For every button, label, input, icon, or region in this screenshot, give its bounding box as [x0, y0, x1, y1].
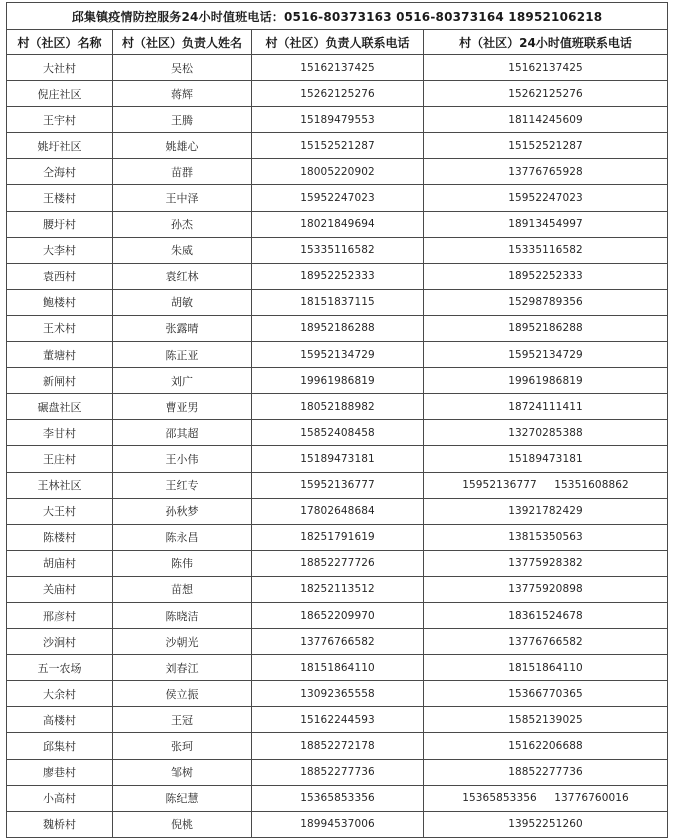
table-row	[7, 707, 668, 733]
table-row	[7, 342, 668, 368]
village-cell: 邱集村	[7, 733, 113, 759]
village-cell: 小高村	[7, 785, 113, 811]
village-cell: 新闸村	[7, 368, 113, 394]
leader-name-cell: 苗想	[113, 576, 252, 602]
hotline-cell: 15335116582	[424, 237, 668, 263]
table-row	[7, 211, 668, 237]
leader-name-cell: 陈晓洁	[113, 602, 252, 628]
leader-name-cell: 吴松	[113, 55, 252, 81]
table-row	[7, 159, 668, 185]
village-cell: 高楼村	[7, 707, 113, 733]
leader-name-cell: 袁红林	[113, 263, 252, 289]
hotline-cell: 18724111411	[424, 394, 668, 420]
table-row	[7, 733, 668, 759]
village-cell: 沙涧村	[7, 629, 113, 655]
leader-phone-cell: 15162137425	[252, 55, 424, 81]
header-row	[7, 30, 668, 55]
hotline-cell: 18952186288	[424, 315, 668, 341]
header-hotline: 村（社区）24小时值班联系电话	[424, 30, 668, 55]
hotline-cell: 15952134729	[424, 342, 668, 368]
leader-phone-cell: 18151864110	[252, 655, 424, 681]
leader-name-cell: 陈纪慧	[113, 785, 252, 811]
hotline-cell: 18361524678	[424, 602, 668, 628]
leader-phone-cell: 18852277726	[252, 550, 424, 576]
village-cell: 姚圩社区	[7, 133, 113, 159]
leader-name-cell: 陈伟	[113, 550, 252, 576]
table-row	[7, 524, 668, 550]
village-cell: 袁西村	[7, 263, 113, 289]
hotline-cell: 13952251260	[424, 811, 668, 837]
leader-phone-cell: 17802648684	[252, 498, 424, 524]
hotline-cell: 15162137425	[424, 55, 668, 81]
table-row	[7, 107, 668, 133]
village-cell: 魏桥村	[7, 811, 113, 837]
leader-name-cell: 姚雄心	[113, 133, 252, 159]
hotline-cell: 18913454997	[424, 211, 668, 237]
table-row	[7, 81, 668, 107]
leader-name-cell: 孙秋梦	[113, 498, 252, 524]
leader-phone-cell: 18151837115	[252, 289, 424, 315]
table-row	[7, 446, 668, 472]
hotline-cell: 15262125276	[424, 81, 668, 107]
village-cell: 大王村	[7, 498, 113, 524]
village-cell: 陈楼村	[7, 524, 113, 550]
leader-name-cell: 苗群	[113, 159, 252, 185]
hotline-cell: 15162206688	[424, 733, 668, 759]
leader-phone-cell: 13092365558	[252, 681, 424, 707]
village-cell: 王庄村	[7, 446, 113, 472]
village-cell: 王宇村	[7, 107, 113, 133]
header-village: 村（社区）名称	[7, 30, 113, 55]
table-row	[7, 368, 668, 394]
table-row	[7, 811, 668, 837]
leader-name-cell: 邵其超	[113, 420, 252, 446]
leader-phone-cell: 18052188982	[252, 394, 424, 420]
table-row	[7, 655, 668, 681]
leader-phone-cell: 18252113512	[252, 576, 424, 602]
hotline-cell: 13815350563	[424, 524, 668, 550]
leader-name-cell: 蒋辉	[113, 81, 252, 107]
table-row	[7, 133, 668, 159]
leader-name-cell: 王腾	[113, 107, 252, 133]
leader-name-cell: 王红专	[113, 472, 252, 498]
hotline-cell: 15152521287	[424, 133, 668, 159]
leader-name-cell: 王冠	[113, 707, 252, 733]
leader-phone-cell: 15335116582	[252, 237, 424, 263]
leader-name-cell: 王小伟	[113, 446, 252, 472]
hotline-cell: 13776766582	[424, 629, 668, 655]
hotline-cell: 15189473181	[424, 446, 668, 472]
table-row	[7, 237, 668, 263]
leader-phone-cell: 15952247023	[252, 185, 424, 211]
hotline-cell: 15952136777 15351608862	[424, 472, 668, 498]
table-row	[7, 315, 668, 341]
leader-phone-cell: 18952186288	[252, 315, 424, 341]
hotline-cell: 13775920898	[424, 576, 668, 602]
village-cell: 仝海村	[7, 159, 113, 185]
village-cell: 王楼村	[7, 185, 113, 211]
table-row	[7, 602, 668, 628]
village-cell: 王术村	[7, 315, 113, 341]
table-row	[7, 472, 668, 498]
leader-phone-cell: 18251791619	[252, 524, 424, 550]
hotline-cell: 13921782429	[424, 498, 668, 524]
table-row	[7, 420, 668, 446]
leader-phone-cell: 15189473181	[252, 446, 424, 472]
hotline-cell: 15366770365	[424, 681, 668, 707]
hotline-cell: 19961986819	[424, 368, 668, 394]
table-row	[7, 394, 668, 420]
leader-phone-cell: 18952252333	[252, 263, 424, 289]
leader-phone-cell: 19961986819	[252, 368, 424, 394]
table-row	[7, 681, 668, 707]
title-row	[7, 3, 668, 30]
leader-name-cell: 陈永昌	[113, 524, 252, 550]
leader-phone-cell: 15852408458	[252, 420, 424, 446]
leader-name-cell: 侯立振	[113, 681, 252, 707]
leader-phone-cell: 15952136777	[252, 472, 424, 498]
village-cell: 大李村	[7, 237, 113, 263]
table-row	[7, 785, 668, 811]
table-row	[7, 289, 668, 315]
village-cell: 碾盘社区	[7, 394, 113, 420]
leader-phone-cell: 18652209970	[252, 602, 424, 628]
leader-name-cell: 张珂	[113, 733, 252, 759]
village-cell: 大余村	[7, 681, 113, 707]
hotline-cell: 13775928382	[424, 550, 668, 576]
table-row	[7, 498, 668, 524]
table-row	[7, 629, 668, 655]
table-row	[7, 185, 668, 211]
leader-phone-cell: 15152521287	[252, 133, 424, 159]
table-row	[7, 550, 668, 576]
header-leader: 村（社区）负责人姓名	[113, 30, 252, 55]
leader-name-cell: 张露晴	[113, 315, 252, 341]
hotline-cell: 13270285388	[424, 420, 668, 446]
contact-table	[6, 2, 668, 838]
leader-name-cell: 朱威	[113, 237, 252, 263]
leader-phone-cell: 18005220902	[252, 159, 424, 185]
leader-name-cell: 孙杰	[113, 211, 252, 237]
leader-phone-cell: 18021849694	[252, 211, 424, 237]
village-cell: 邢彦村	[7, 602, 113, 628]
village-cell: 鲍楼村	[7, 289, 113, 315]
leader-name-cell: 刘春江	[113, 655, 252, 681]
leader-phone-cell: 15162244593	[252, 707, 424, 733]
leader-name-cell: 邹树	[113, 759, 252, 785]
hotline-cell: 15852139025	[424, 707, 668, 733]
hotline-cell: 18151864110	[424, 655, 668, 681]
leader-phone-cell: 15952134729	[252, 342, 424, 368]
village-cell: 李甘村	[7, 420, 113, 446]
table-row	[7, 759, 668, 785]
village-cell: 腰圩村	[7, 211, 113, 237]
header-leader-phone: 村（社区）负责人联系电话	[252, 30, 424, 55]
leader-phone-cell: 18852272178	[252, 733, 424, 759]
hotline-cell: 15298789356	[424, 289, 668, 315]
leader-phone-cell: 15365853356	[252, 785, 424, 811]
hotline-cell: 18952252333	[424, 263, 668, 289]
leader-name-cell: 胡敏	[113, 289, 252, 315]
hotline-cell: 18114245609	[424, 107, 668, 133]
hotline-cell: 15365853356 13776760016	[424, 785, 668, 811]
leader-name-cell: 刘广	[113, 368, 252, 394]
village-cell: 倪庄社区	[7, 81, 113, 107]
hotline-cell: 18852277736	[424, 759, 668, 785]
leader-name-cell: 王中泽	[113, 185, 252, 211]
village-cell: 大社村	[7, 55, 113, 81]
village-cell: 廖巷村	[7, 759, 113, 785]
leader-name-cell: 倪桃	[113, 811, 252, 837]
leader-name-cell: 沙朝光	[113, 629, 252, 655]
leader-phone-cell: 15189479553	[252, 107, 424, 133]
village-cell: 王林社区	[7, 472, 113, 498]
table-row	[7, 55, 668, 81]
table-row	[7, 576, 668, 602]
leader-phone-cell: 13776766582	[252, 629, 424, 655]
village-cell: 关庙村	[7, 576, 113, 602]
leader-phone-cell: 18852277736	[252, 759, 424, 785]
village-cell: 董塘村	[7, 342, 113, 368]
table-row	[7, 263, 668, 289]
hotline-cell: 13776765928	[424, 159, 668, 185]
leader-phone-cell: 18994537006	[252, 811, 424, 837]
leader-name-cell: 陈正亚	[113, 342, 252, 368]
village-cell: 胡庙村	[7, 550, 113, 576]
village-cell: 五一农场	[7, 655, 113, 681]
table-body	[7, 55, 668, 838]
leader-phone-cell: 15262125276	[252, 81, 424, 107]
hotline-cell: 15952247023	[424, 185, 668, 211]
leader-name-cell: 曹亚男	[113, 394, 252, 420]
table-title: 邱集镇疫情防控服务24小时值班电话：0516-80373163 0516-80373164 18952106218	[7, 3, 668, 30]
